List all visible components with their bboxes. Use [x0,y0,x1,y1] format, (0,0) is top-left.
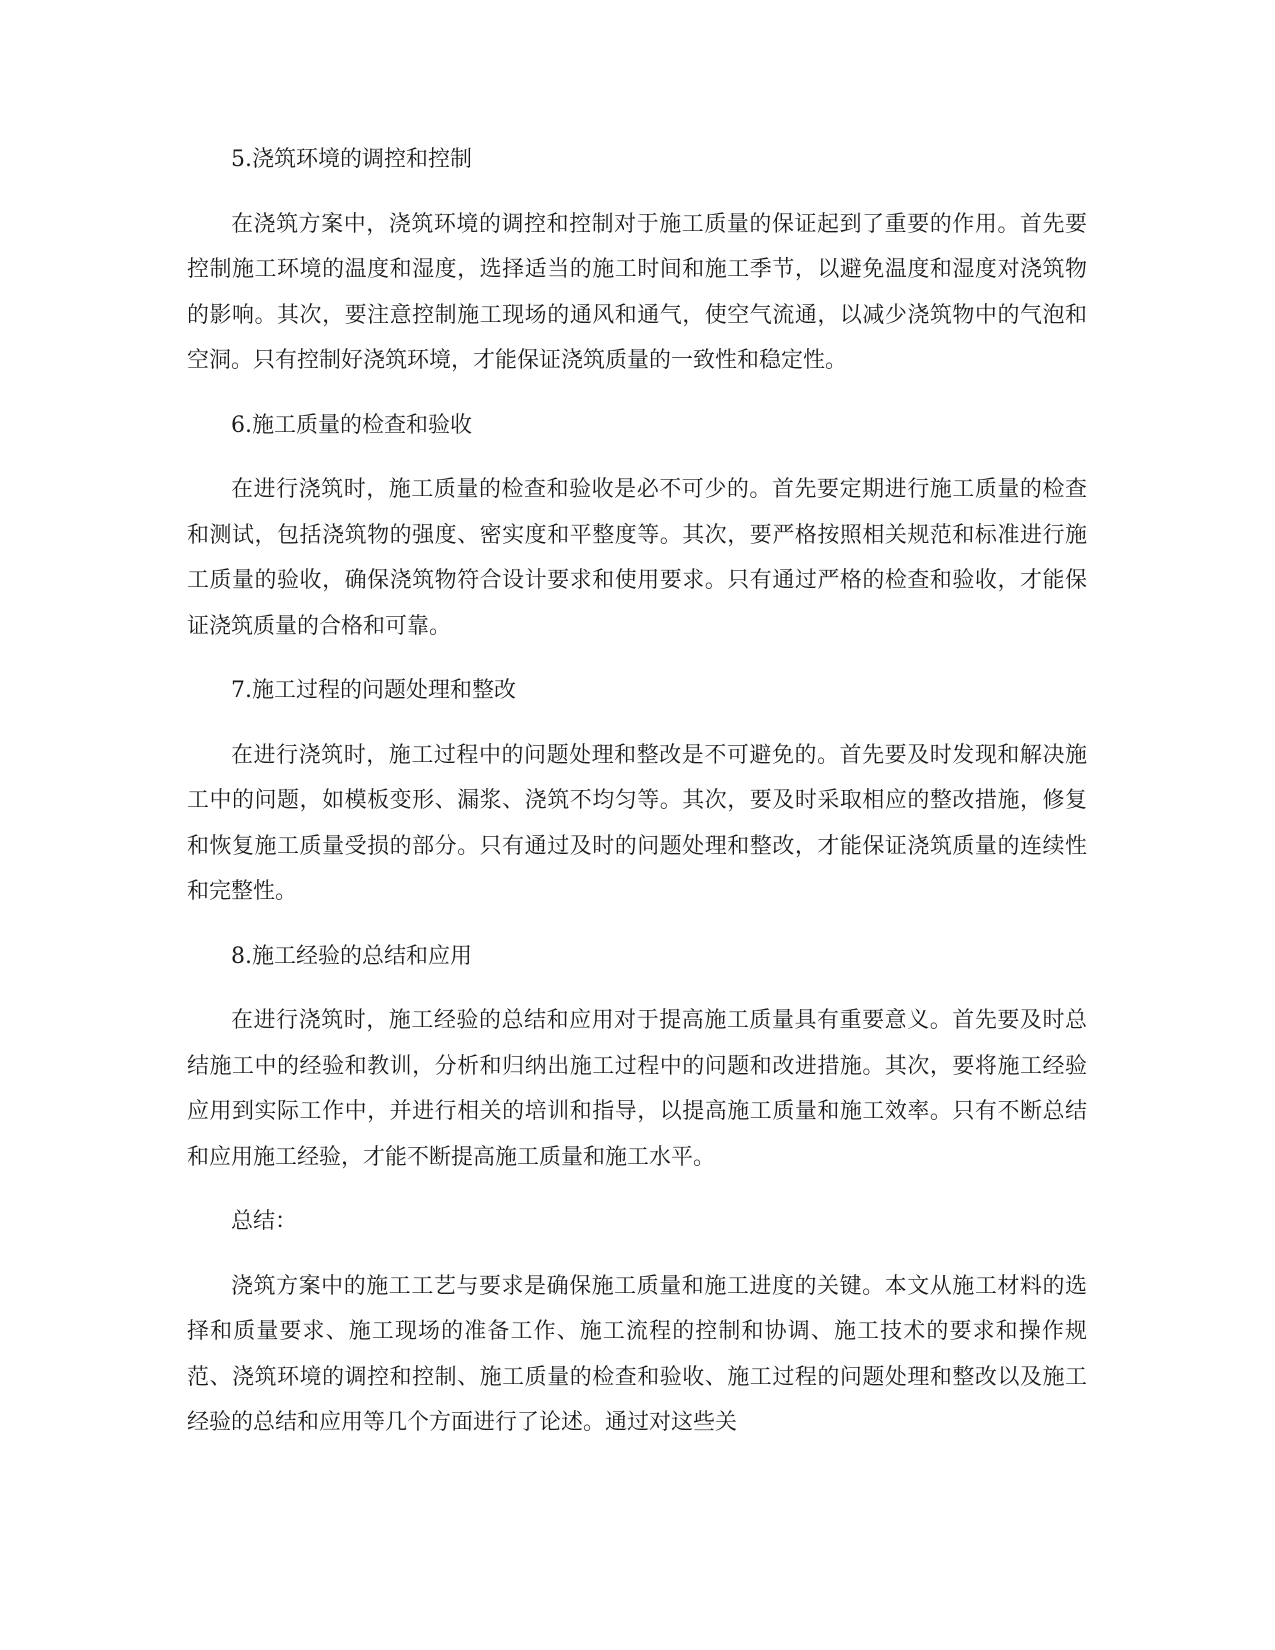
section-heading-6: 6.施工质量的检查和验收 [231,412,472,438]
section-heading-7: 7.施工过程的问题处理和整改 [231,678,516,703]
summary-heading: 总结： [231,1209,298,1234]
section-paragraph-6: 在进行浇筑时，施工质量的检查和验收是必不可少的。首先要定期进行施工质量的检查和测试，包括浇筑物的强度、密实度和平整度等。其次，要严格按照相关规范和标准进行施工质量的验收，确保浇筑物符合设计要求和使用要求。只有通过严格的检查和验收，才能保证浇筑质量的合格和可靠。 [187,477,1087,639]
document-body [187,137,1087,1465]
section-paragraph-8: 在进行浇筑时，施工经验的总结和应用对于提高施工质量具有重要意义。首先要及时总结施工中的经验和教训，分析和归纳出施工过程中的问题和改进措施。其次，要将施工经验应用到实际工作中，并进行相关的培训和指导，以提高施工质量和施工效率。只有不断总结和应用施工经验，才能不断提高施工质量和施工水平。 [187,1008,1087,1170]
section-paragraph-7: 在进行浇筑时，施工过程中的问题处理和整改是不可避免的。首先要及时发现和解决施工中的问题，如模板变形、漏浆、浇筑不均匀等。其次，要及时采取相应的整改措施，修复和恢复施工质量受损的部分。只有通过及时的问题处理和整改，才能保证浇筑质量的连续性和完整性。 [187,742,1087,904]
section-heading-8: 8.施工经验的总结和应用 [231,943,472,969]
summary-paragraph: 浇筑方案中的施工工艺与要求是确保施工质量和施工进度的关键。本文从施工材料的选择和质量要求、施工现场的准备工作、施工流程的控制和协调、施工技术的要求和操作规范、浇筑环境的调控和控制、施工质量的检查和验收、施工过程的问题处理和整改以及施工经验的总结和应用等几个方面进行了论述。通过对这些关 [187,1273,1087,1435]
section-paragraph-5: 在浇筑方案中，浇筑环境的调控和控制对于施工质量的保证起到了重要的作用。首先要控制施工环境的温度和湿度，选择适当的施工时间和施工季节，以避免温度和湿度对浇筑物的影响。其次，要注意控制施工现场的通风和通气，使空气流通，以减少浇筑物中的气泡和空洞。只有控制好浇筑环境，才能保证浇筑质量的一致性和稳定性。 [187,211,1087,373]
section-heading-5: 5.浇筑环境的调控和控制 [231,147,472,172]
